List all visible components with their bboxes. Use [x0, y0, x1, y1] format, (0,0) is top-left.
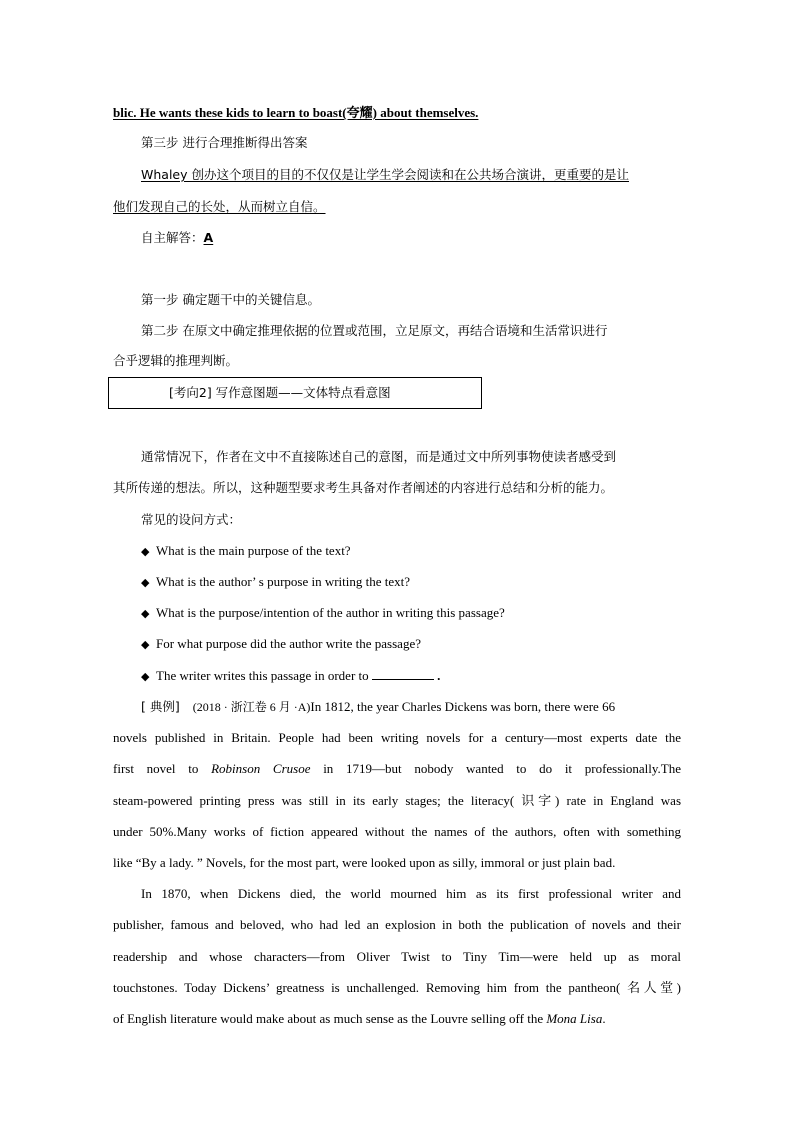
paragraph2-line1: In 1870, when Dickens died, the world mourned him as its first professional writer and — [141, 886, 681, 901]
method-step2-line1: 第二步 在原文中确定推理依据的位置或范围，立足原文，再结合语境和生活常识进行 — [141, 323, 608, 338]
step3-title: 第三步 进行合理推断得出答案 — [141, 135, 308, 150]
paragraph-end: . — [602, 1011, 606, 1026]
answer-analysis-line2: 他们发现自己的长处，从而树立自信。 — [113, 199, 326, 214]
example-line4: steam-powered printing press was still in its early stages; the literacy( 识字) rate in England was — [113, 793, 681, 808]
diamond-bullet-icon: ◆ — [141, 671, 150, 683]
section-heading: [考向2] 写作意图题——文体特点看意图 — [169, 385, 391, 400]
question-item — [141, 573, 681, 592]
example-line5: under 50%.Many works of fiction appeared without the names of the authors, often with something — [113, 824, 681, 839]
example-line3 — [113, 760, 681, 778]
example-line1 — [141, 698, 681, 716]
self-answer-value: A — [203, 230, 214, 245]
section-heading-box — [108, 377, 482, 409]
answer-analysis-line1: Whaley 创办这个项目的目的不仅仅是让学生学会阅读和在公共场合演讲，更重要的是让 — [141, 167, 629, 182]
paragraph2-line5 — [113, 1010, 681, 1028]
passage-continuation: blic. He wants these kids to learn to boast(夸耀) about themselves. — [113, 105, 479, 120]
self-answer-label: 自主解答： — [141, 230, 204, 245]
question-text: For what purpose did the author write the passage? — [156, 636, 421, 651]
book-title: Robinson Crusoe — [211, 761, 311, 776]
paragraph2-line4: touchstones. Today Dickens’ greatness is unchallenged. Removing him from the pantheon( 名人堂) — [113, 980, 681, 995]
diamond-bullet-icon: ◆ — [141, 577, 150, 589]
example-source: (2018 · 浙江卷 6 月 ·A) — [192, 700, 311, 714]
example-text: In 1812, the year Charles Dickens was born, there were 66 — [310, 699, 616, 714]
question-end-period: . — [437, 668, 441, 683]
example-line2: novels published in Britain. People had been writing novels for a century—most experts date the — [113, 730, 681, 745]
answer-blank — [372, 667, 434, 680]
painting-title: Mona Lisa — [546, 1011, 603, 1026]
question-item — [141, 635, 681, 654]
intro-line1: 通常情况下，作者在文中不直接陈述自己的意图，而是通过文中所列事物使读者感受到 — [141, 449, 617, 464]
diamond-bullet-icon: ◆ — [141, 608, 150, 620]
example-text: first novel to — [113, 761, 199, 776]
question-item — [141, 667, 681, 686]
paragraph2-line2: publisher, famous and beloved, who had led an explosion in both the publication of novels and their — [113, 917, 681, 932]
intro-line2: 其所传递的想法。所以，这种题型要求考生具备对作者阐述的内容进行总结和分析的能力。 — [113, 480, 614, 495]
example-text: in 1719—but nobody wanted to do it professionally.The — [323, 761, 682, 776]
question-item — [141, 542, 681, 561]
diamond-bullet-icon: ◆ — [141, 639, 150, 651]
question-text: What is the purpose/intention of the author in writing this passage? — [156, 605, 505, 620]
diamond-bullet-icon: ◆ — [141, 546, 150, 558]
question-item — [141, 604, 681, 623]
self-answer — [141, 229, 681, 247]
example-line6: like “By a lady. ” Novels, for the most part, were looked upon as silly, immoral or just plain bad. — [113, 855, 616, 870]
paragraph2-line3: readership and whose characters—from Oliver Twist to Tiny Tim—were held up as moral — [113, 949, 681, 964]
method-step2-line2: 合乎逻辑的推理判断。 — [113, 353, 239, 368]
paragraph-text: of English literature would make about as much sense as the Louvre selling off the — [113, 1011, 544, 1026]
question-text: What is the main purpose of the text? — [156, 543, 351, 558]
example-label: [ 典例] — [141, 699, 180, 714]
common-questions-label: 常见的设问方式： — [141, 512, 242, 527]
method-step1: 第一步 确定题干中的关键信息。 — [141, 292, 320, 307]
question-text: What is the author’ s purpose in writing the text? — [156, 574, 411, 589]
question-text: The writer writes this passage in order to — [156, 668, 369, 683]
